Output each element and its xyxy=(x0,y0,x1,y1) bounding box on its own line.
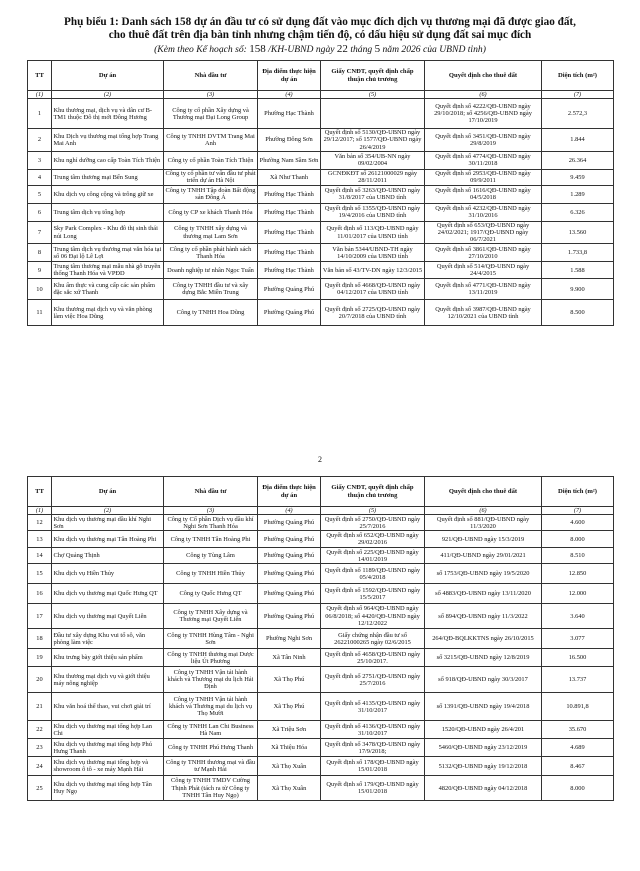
cell-cert: Văn bản số 354/UB-NN ngày 09/02/2004 xyxy=(321,151,425,169)
cell-cert: Văn bản số 43/TV-DN ngày 12/3/2015 xyxy=(321,262,425,279)
cell-tt: 18 xyxy=(28,629,52,649)
header-project: Dự án xyxy=(52,477,164,507)
cell-investor: Công ty TNHH xây dựng và thương mại Lam Sơn xyxy=(164,221,258,244)
cell-tt: 3 xyxy=(28,151,52,169)
table-row xyxy=(28,667,614,693)
cell-decision: Quyết định số 881/QĐ-UBND ngày 11/3/2020 xyxy=(425,515,542,531)
cell-cert: Giấy chứng nhận đầu tư số 26221000265 ngày 02/6/2015 xyxy=(321,629,425,649)
header-location: Địa điểm thực hiện dự án xyxy=(258,61,321,91)
cell-decision: số 894/QĐ-UBND ngày 11/3/2022 xyxy=(425,604,542,629)
cell-tt: 15 xyxy=(28,564,52,584)
table-row xyxy=(28,629,614,649)
table-row xyxy=(28,279,614,300)
cell-area: 9.900 xyxy=(542,279,614,300)
cell-cert: Quyết định số 5130/QĐ-UBND ngày 29/12/2017; số 1577/QĐ-UBND ngày 26/4/2019 xyxy=(321,129,425,152)
cell-decision: 1520/QĐ-UBND ngày 26/4/201 xyxy=(425,721,542,739)
cell-location: Phường Hạc Thành xyxy=(258,99,321,129)
cell-decision: Quyết định số 653/QĐ-UBND ngày 24/02/2021; 1917/QĐ-UBND ngày 06/7/2021 xyxy=(425,221,542,244)
cell-project: Trung tâm thương mại mẫu nhà gỗ truyền thống Thanh Hóa và VPĐD xyxy=(52,262,164,279)
cell-location: Phường Quảng Phú xyxy=(258,548,321,564)
cell-area: 8.467 xyxy=(542,757,614,776)
cell-project: Khu dịch vụ thương mại Tân Hoàng Phi xyxy=(52,531,164,548)
cell-investor: Công ty Quốc Hưng QT xyxy=(164,584,258,604)
cell-area: 1.289 xyxy=(542,185,614,203)
table-row xyxy=(28,649,614,667)
table-row xyxy=(28,548,614,564)
table-row xyxy=(28,99,614,129)
cell-tt: 17 xyxy=(28,604,52,629)
cell-area: 26.364 xyxy=(542,151,614,169)
cell-cert: Quyết định số 3263/QĐ-UBND ngày 31/8/2017 của UBND tỉnh xyxy=(321,185,425,203)
cell-project: Khu dịch vụ Hiền Thủy xyxy=(52,564,164,584)
cell-cert: Quyết định số 964/QĐ-UBND ngày 06/8/2018; số 4420/QĐ-UBND ngày 12/12/2022 xyxy=(321,604,425,629)
cell-decision: số 1753/QĐ-UBND ngày 19/5/2020 xyxy=(425,564,542,584)
cell-decision: Quyết định số 1616/QĐ-UBND ngày 04/5/2018 xyxy=(425,185,542,203)
col-number: (7) xyxy=(542,91,614,99)
cell-location: Phường Quảng Phú xyxy=(258,515,321,531)
cell-decision: Quyết định số 3861/QĐ-UBND ngày 27/10/2010 xyxy=(425,244,542,262)
cell-cert: Quyết định số 4136/QĐ-UBND ngày 31/10/2017 xyxy=(321,721,425,739)
table-row xyxy=(28,776,614,801)
cell-investor: Công ty TNHH Tân Hoàng Phi xyxy=(164,531,258,548)
cell-tt: 6 xyxy=(28,203,52,221)
table-row xyxy=(28,604,614,629)
cell-location: Xã Triệu Sơn xyxy=(258,721,321,739)
cell-investor: Công ty TNHH Xây dựng và Thương mại Quyết Liên xyxy=(164,604,258,629)
table-row xyxy=(28,515,614,531)
subtitle-prefix: (Kèm theo Kế hoạch số: xyxy=(154,44,247,55)
cell-location: Xã Thọ Phú xyxy=(258,667,321,693)
table-row xyxy=(28,584,614,604)
cell-area: 8.510 xyxy=(542,548,614,564)
cell-area: 4.689 xyxy=(542,739,614,757)
table-row xyxy=(28,757,614,776)
cell-location: Xã Thiệu Hóa xyxy=(258,739,321,757)
cell-location: Xã Thọ Xuân xyxy=(258,757,321,776)
cell-tt: 16 xyxy=(28,584,52,604)
cell-tt: 10 xyxy=(28,279,52,300)
cell-area: 1.733,8 xyxy=(542,244,614,262)
cell-decision: 921/QĐ-UBND ngày 15/3/2019 xyxy=(425,531,542,548)
cell-investor: Công ty TNHH Hoa Dũng xyxy=(164,300,258,326)
col-number: (5) xyxy=(321,507,425,515)
cell-location: Phường Quảng Phú xyxy=(258,300,321,326)
cell-area: 12.000 xyxy=(542,584,614,604)
cell-investor: Công ty CP xe khách Thanh Hóa xyxy=(164,203,258,221)
cell-project: Khu dịch vụ thương mại tổng hợp và showroom ô tô - xe máy Mạnh Hải xyxy=(52,757,164,776)
header-project: Dự án xyxy=(52,61,164,91)
col-number: (6) xyxy=(425,91,542,99)
cell-decision: 5460/QĐ-UBND ngày 23/12/2019 xyxy=(425,739,542,757)
cell-location: Phường Nghi Sơn xyxy=(258,629,321,649)
col-number: (2) xyxy=(52,507,164,515)
cell-cert: Quyết định số 4135/QĐ-UBND ngày 31/10/2017 xyxy=(321,693,425,721)
cell-project: Trung tâm dịch vụ thương mại văn hóa tại số 06 Đại lộ Lê Lợi xyxy=(52,244,164,262)
cell-decision: số 3215/QĐ-UBND ngày 12/8/2019 xyxy=(425,649,542,667)
table-body-page2 xyxy=(28,515,614,801)
cell-area: 3.640 xyxy=(542,604,614,629)
table-row xyxy=(28,151,614,169)
header-area: Diện tích (m²) xyxy=(542,61,614,91)
cell-project: Khu dịch vụ thương mại tổng hợp Tân Huy Ngọ xyxy=(52,776,164,801)
cell-investor: Công ty TNHH Vận tải hành khách và Thương mại du lịch Hải Định xyxy=(164,667,258,693)
cell-decision: số 918/QĐ-UBND ngày 30/3/2017 xyxy=(425,667,542,693)
cell-area: 10.891,8 xyxy=(542,693,614,721)
cell-area: 8.500 xyxy=(542,300,614,326)
cell-decision: Quyết định số 2953/QĐ-UBND ngày 09/9/2011 xyxy=(425,169,542,185)
plan-number: 158 xyxy=(249,43,266,55)
cell-investor: Công ty TNHH Tập đoàn Bất động sản Đông Á xyxy=(164,185,258,203)
cell-area: 8.000 xyxy=(542,776,614,801)
cell-tt: 5 xyxy=(28,185,52,203)
cell-investor: Doanh nghiệp tư nhân Ngọc Tuấn xyxy=(164,262,258,279)
cell-tt: 24 xyxy=(28,757,52,776)
col-number: (2) xyxy=(52,91,164,99)
cell-decision: Quyết định số 3987/QĐ-UBND ngày 12/10/2021 của UBND tỉnh xyxy=(425,300,542,326)
col-number: (5) xyxy=(321,91,425,99)
cell-tt: 23 xyxy=(28,739,52,757)
cell-tt: 9 xyxy=(28,262,52,279)
cell-project: Khu Dịch vụ thương mại tổng hợp Trang Mai Anh xyxy=(52,129,164,152)
cell-area: 13.560 xyxy=(542,221,614,244)
cell-investor: Công ty TNHH Hùng Tâm - Nghi Sơn xyxy=(164,629,258,649)
cell-tt: 22 xyxy=(28,721,52,739)
column-number-row xyxy=(28,91,614,99)
col-number: (3) xyxy=(164,91,258,99)
cell-investor: Công ty cổ phần Xây dựng và Thương mại Đại Long Group xyxy=(164,99,258,129)
cell-project: Đầu tư xây dựng Khu vui tổ sô, văn phòng làm việc xyxy=(52,629,164,649)
cell-location: Phường Hạc Thành xyxy=(258,203,321,221)
cell-cert: GCNĐKĐT số 26121000029 ngày 28/11/2011 xyxy=(321,169,425,185)
table-body-page1 xyxy=(28,99,614,326)
cell-location: Phường Quảng Phú xyxy=(258,564,321,584)
table-row xyxy=(28,564,614,584)
cell-project: Khu dịch vụ thương mại tổng hợp Lan Chi xyxy=(52,721,164,739)
header-area: Diện tích (m²) xyxy=(542,477,614,507)
cell-decision: 4820/QĐ-UBND ngày 04/12/2018 xyxy=(425,776,542,801)
col-number: (3) xyxy=(164,507,258,515)
cell-area: 16.500 xyxy=(542,649,614,667)
cell-investor: Công ty TNHH Lan Chi Business Hà Nam xyxy=(164,721,258,739)
cell-project: Khu dịch vụ thương mại Quyết Liên xyxy=(52,604,164,629)
header-decision: Quyết định cho thuê đất xyxy=(425,477,542,507)
cell-area: 2.572,3 xyxy=(542,99,614,129)
cell-investor: Công ty TNHH Phú Hưng Thanh xyxy=(164,739,258,757)
table-row xyxy=(28,244,614,262)
cell-cert: Quyết định số 1592/QĐ-UBND ngày 15/5/2017 xyxy=(321,584,425,604)
cell-investor: Công ty cổ phần Toàn Tích Thiện xyxy=(164,151,258,169)
cell-location: Phường Quảng Phú xyxy=(258,584,321,604)
cell-cert: Quyết định số 113/QĐ-UBND ngày 11/01/2017 của UBND tỉnh xyxy=(321,221,425,244)
cell-project: Khu ẩm thực và cung cấp các sản phẩm đặc sắc xứ Thanh xyxy=(52,279,164,300)
cell-investor: Công ty cổ phần tư vấn đầu tư phát triển dự án Hà Nội xyxy=(165,170,256,185)
cell-tt: 13 xyxy=(28,531,52,548)
cell-investor: Công ty TNHH TMDV Cường Thịnh Phát (tách ra từ Công ty TNHH Tân Huy Ngọ) xyxy=(164,776,258,801)
cell-tt: 2 xyxy=(28,129,52,152)
table-row xyxy=(28,300,614,326)
subtitle-suffix: năm 2026 của UBND tỉnh) xyxy=(382,44,486,55)
cell-location: Phường Đông Sơn xyxy=(258,129,321,152)
cell-tt: 7 xyxy=(28,221,52,244)
cell-cert: Quyết định số 4668/QĐ-UBND ngày 04/12/2017 của UBND tỉnh xyxy=(321,279,425,300)
cell-tt: 11 xyxy=(28,300,52,326)
header-investor: Nhà đầu tư xyxy=(164,61,258,91)
cell-location: Xã Như Thanh xyxy=(258,169,321,185)
cell-cert: Quyết định số 225/QĐ-UBND ngày 14/01/2019 xyxy=(321,548,425,564)
cell-location: Phường Quảng Phú xyxy=(258,604,321,629)
table-row xyxy=(28,721,614,739)
cell-tt: 25 xyxy=(28,776,52,801)
cell-project: Khu dịch vụ thương mại dầu khí Nghi Sơn xyxy=(52,515,164,531)
col-number: (4) xyxy=(258,91,321,99)
cell-project: Trung tâm thương mại Bến Sung xyxy=(52,169,164,185)
subtitle-mid1: /KH-UBND ngày xyxy=(268,44,335,55)
cell-investor: Công ty TNHH đầu tư và xây dựng Bắc Miền Trung xyxy=(164,279,258,300)
cell-project: Khu thương mại dịch vụ và giới thiệu máy nông nghiệp xyxy=(52,667,164,693)
table-row xyxy=(28,221,614,244)
cell-cert: Văn bản 5344/UBND-TH ngày 14/10/2009 của UBND tỉnh xyxy=(321,244,425,262)
cell-location: Phường Hạc Thành xyxy=(258,244,321,262)
col-number: (4) xyxy=(258,507,321,515)
cell-tt: 4 xyxy=(28,169,52,185)
col-number: (7) xyxy=(542,507,614,515)
plan-day: 22 xyxy=(336,43,348,55)
cell-location: Phường Nam Sầm Sơn xyxy=(258,151,321,169)
col-number: (1) xyxy=(28,91,52,99)
cell-project: Khu dịch vụ thương mại tổng hợp Phú Hưng Thanh xyxy=(52,739,164,757)
table-row xyxy=(28,693,614,721)
cell-decision: Quyết định số 4222/QĐ-UBND ngày 29/10/2018; số 4256/QĐ-UBND ngày 17/10/2019 xyxy=(425,99,542,129)
subtitle-mid2: tháng xyxy=(350,44,373,55)
header-tt: TT xyxy=(28,477,52,507)
cell-location: Phường Hạc Thành xyxy=(258,185,321,203)
cell-area: 35.670 xyxy=(542,721,614,739)
cell-investor: Công ty TNHH DVTM Trang Mai Anh xyxy=(164,129,258,152)
cell-cert xyxy=(321,99,425,129)
cell-location: Phường Hạc Thành xyxy=(258,262,321,279)
table-row xyxy=(28,169,614,185)
cell-area: 13.737 xyxy=(542,667,614,693)
document-title-line1: Phụ biểu 1: Danh sách 158 dự án đầu tư có sử dụng đất vào mục đích dịch vụ thương mại đã được giao đất, xyxy=(64,16,576,28)
cell-tt: 20 xyxy=(28,667,52,693)
table-row xyxy=(28,262,614,279)
cell-decision: Quyết định số 514/QĐ-UBND ngày 24/4/2015 xyxy=(425,262,542,279)
cell-project: Khu trưng bày giới thiệu sản phẩm xyxy=(52,649,164,667)
cell-investor: Công ty TNHH Vận tải hành khách và Thương mại du lịch vụ Thọ Mười xyxy=(164,693,258,721)
cell-decision: Quyết định số 4774/QĐ-UBND ngày 30/11/2018 xyxy=(425,151,542,169)
cell-cert: Quyết định số 178/QĐ-UBND ngày 15/01/2018 xyxy=(321,757,425,776)
cell-project: Khu dịch vụ thương mại Quốc Hưng QT xyxy=(52,584,164,604)
column-number-row xyxy=(28,507,614,515)
project-table-page1 xyxy=(27,60,614,326)
cell-investor: Công ty TNHH thương mại và đầu tư Mạnh Hải xyxy=(164,757,258,776)
cell-cert: Quyết định số 1355/QĐ-UBND ngày 19/4/2016 của UBND tỉnh xyxy=(321,203,425,221)
project-table-page2 xyxy=(27,476,614,801)
cell-area: 9.459 xyxy=(542,169,614,185)
col-number: (6) xyxy=(425,507,542,515)
cell-project: Khu thương mại, dịch vụ và dân cư B-TM1 thuộc Đô thị mới Đông Hương xyxy=(52,99,164,129)
cell-project: Khu văn hoá thể thao, vui chơi giải trí xyxy=(52,693,164,721)
cell-decision: số 4883/QĐ-UBND ngày 13/11/2020 xyxy=(425,584,542,604)
cell-investor: Công ty TNHH Hiền Thủy xyxy=(164,564,258,584)
cell-area: 8.000 xyxy=(542,531,614,548)
cell-location: Phường Quảng Phú xyxy=(258,531,321,548)
cell-project: Trung tâm dịch vụ tổng hợp xyxy=(52,203,164,221)
cell-investor: Công ty TNHH thương mại Dược liệu Út Phương xyxy=(164,649,258,667)
cell-cert: Quyết định số 2725/QĐ-UBND ngày 20/7/2018 của UBND tỉnh xyxy=(321,300,425,326)
header-cert: Giấy CNĐT, quyết định chấp thuận chủ trương xyxy=(321,61,425,91)
page-number: 2 xyxy=(318,455,322,464)
cell-decision: số 1391/QĐ-UBND ngày 19/4/2018 xyxy=(425,693,542,721)
cell-investor: Công ty Cổ phần Dịch vụ dầu khí Nghi Sơn Thanh Hóa xyxy=(164,515,258,531)
cell-decision: 264/QĐ-BQLKKTNS ngày 26/10/2015 xyxy=(425,629,542,649)
document-subtitle xyxy=(0,43,640,56)
cell-tt: 21 xyxy=(28,693,52,721)
cell-area: 3.077 xyxy=(542,629,614,649)
cell-tt: 8 xyxy=(28,244,52,262)
cell-tt: 19 xyxy=(28,649,52,667)
cell-cert: Quyết định số 3478/QĐ-UBND ngày 17/9/2018; xyxy=(321,739,425,757)
cell-cert: Quyết định số 179/QĐ-UBND ngày 15/01/2018 xyxy=(321,776,425,801)
cell-project: Khu dịch vụ công cộng và trông giữ xe xyxy=(52,185,164,203)
table-row xyxy=(28,203,614,221)
cell-project: Chợ Quảng Thịnh xyxy=(52,548,164,564)
plan-month: 5 xyxy=(374,43,381,55)
cell-cert: Quyết định số 2750/QĐ-UBND ngày 25/7/2016 xyxy=(321,515,425,531)
cell-decision: 411/QĐ-UBND ngày 29/01/2021 xyxy=(425,548,542,564)
cell-decision: Quyết định số 3451/QĐ-UBND ngày 29/8/2019 xyxy=(425,129,542,152)
cell-decision: 5132/QĐ-UBND ngày 19/12/2018 xyxy=(425,757,542,776)
cell-area: 6.326 xyxy=(542,203,614,221)
cell-area: 12.850 xyxy=(542,564,614,584)
cell-project: Sky Park Complex - Khu đô thị sinh thái núi Long xyxy=(52,221,164,244)
header-tt: TT xyxy=(28,61,52,91)
cell-location: Xã Thọ Phú xyxy=(258,693,321,721)
cell-location: Xã Tân Ninh xyxy=(258,649,321,667)
table-row xyxy=(28,129,614,152)
cell-decision: Quyết định số 4771/QĐ-UBND ngày 13/11/2019 xyxy=(425,279,542,300)
header-cert: Giấy CNĐT, quyết định chấp thuận chủ trương xyxy=(321,477,425,507)
cell-investor: Công ty Tùng Lâm xyxy=(164,548,258,564)
col-number: (1) xyxy=(28,507,52,515)
cell-tt: 12 xyxy=(28,515,52,531)
cell-area: 1.588 xyxy=(542,262,614,279)
document-title-line2: cho thuê đất trên địa bàn tỉnh nhưng chậm tiến độ, có dấu hiệu sử dụng đất sai mục đích xyxy=(108,29,532,41)
header-location: Địa điểm thực hiện dự án xyxy=(258,477,321,507)
cell-decision: Quyết định số 4232/QĐ-UBND ngày 31/10/2016 xyxy=(425,203,542,221)
cell-tt: 14 xyxy=(28,548,52,564)
header-investor: Nhà đầu tư xyxy=(164,477,258,507)
cell-cert: Quyết định số 1189/QĐ-UBND ngày 05/4/2018 xyxy=(321,564,425,584)
cell-project: Khu thương mại dịch vụ và văn phòng làm việc Hoa Dũng xyxy=(52,300,164,326)
cell-cert: Quyết định số 2751/QĐ-UBND ngày 25/7/2016 xyxy=(321,667,425,693)
header-decision: Quyết định cho thuê đất xyxy=(425,61,542,91)
table-row xyxy=(28,531,614,548)
cell-area: 1.844 xyxy=(542,129,614,152)
table-row xyxy=(28,739,614,757)
table-header-row xyxy=(28,61,614,91)
cell-tt: 1 xyxy=(28,99,52,129)
cell-area: 4.600 xyxy=(542,515,614,531)
cell-project: Khu nghỉ dưỡng cao cấp Toàn Tích Thiện xyxy=(52,151,164,169)
cell-location: Phường Hạc Thành xyxy=(258,221,321,244)
cell-location: Xã Thọ Xuân xyxy=(258,776,321,801)
table-row xyxy=(28,185,614,203)
table-header-row xyxy=(28,477,614,507)
cell-cert: Quyết định số 4658/QĐ-UBND ngày 25/10/2017. xyxy=(321,649,425,667)
cell-cert: Quyết định số 652/QĐ-UBND ngày 29/02/2016 xyxy=(321,531,425,548)
cell-investor: Công ty cổ phần phát hành sách Thanh Hóa xyxy=(164,244,258,262)
cell-location: Phường Quảng Phú xyxy=(258,279,321,300)
